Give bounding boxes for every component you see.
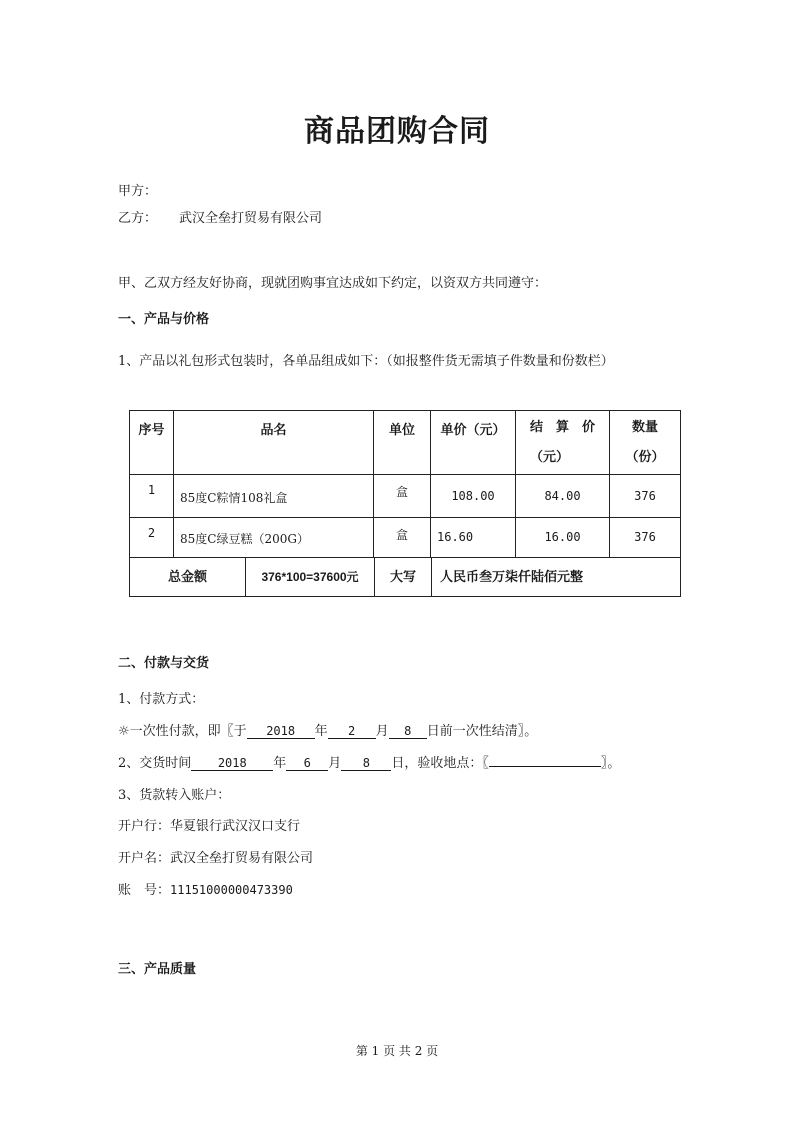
- delivery-day-label: 日，验收地点：〖: [391, 756, 489, 771]
- row2-unit-price: 16.60: [431, 518, 516, 558]
- row2-no: 2: [130, 518, 174, 558]
- total-label: 总金额: [130, 558, 246, 596]
- table-total-row: [130, 558, 681, 597]
- caps-label: 大写: [375, 558, 432, 596]
- header-unit: 单位: [374, 411, 431, 475]
- row1-unit: 盒: [374, 475, 431, 518]
- bank-line: [118, 815, 300, 834]
- party-b-value: 武汉全垒打贸易有限公司: [179, 211, 323, 226]
- document-title: 商品团购合同: [304, 114, 490, 149]
- bank-value: 华夏银行武汉汉口支行: [170, 819, 301, 834]
- payment-line: [118, 720, 537, 739]
- total-formula: 376*100=37600元: [246, 558, 375, 596]
- delivery-month-label: 月: [328, 756, 342, 771]
- header-settle-price-line2: （元）: [530, 450, 570, 465]
- row2-qty: 376: [610, 518, 681, 558]
- payment-suffix: 日前一次性结清〗。: [426, 724, 538, 739]
- holder-value: 武汉全垒打贸易有限公司: [170, 851, 314, 866]
- row1-name: 85度C粽情108礼盒: [174, 475, 374, 518]
- table-row: [130, 518, 681, 558]
- delivery-suffix: 〗。: [600, 756, 621, 771]
- delivery-year-label: 年: [273, 756, 287, 771]
- account-heading: 3、货款转入账户：: [118, 788, 231, 803]
- header-settle-price: [516, 411, 610, 475]
- payment-year-field[interactable]: 2018: [247, 724, 315, 739]
- row1-no: 1: [130, 475, 174, 518]
- intro-paragraph: 甲、乙双方经友好协商，现就团购事宜达成如下约定，以资双方共同遵守：: [118, 276, 548, 291]
- goods-table: [129, 410, 681, 597]
- table-row: [130, 475, 681, 518]
- delivery-year-field[interactable]: 2018: [191, 756, 273, 771]
- total-cell: [130, 558, 681, 597]
- delivery-line: [118, 752, 620, 771]
- row1-settle-price: 84.00: [516, 475, 610, 518]
- payment-month-label: 月: [375, 724, 389, 739]
- section1-heading: 一、产品与价格: [118, 312, 210, 327]
- header-no: 序号: [130, 411, 174, 475]
- party-a-label: 甲方：: [118, 184, 158, 199]
- caps-value: 人民币叁万柒仟陆佰元整: [440, 570, 584, 585]
- inspection-location-field[interactable]: [489, 766, 601, 767]
- row2-settle-price: 16.00: [516, 518, 610, 558]
- section2-heading: 二、付款与交货: [118, 656, 210, 671]
- party-b-label: 乙方：: [118, 211, 158, 226]
- header-settle-price-line1: 结 算 价: [529, 420, 595, 435]
- payment-month-field[interactable]: 2: [328, 724, 376, 739]
- bank-label: 开户行：: [118, 819, 171, 834]
- row1-unit-price: 108.00: [431, 475, 516, 518]
- party-b: [118, 207, 322, 226]
- delivery-month-field[interactable]: 6: [286, 756, 328, 771]
- payment-prefix: ☼一次性付款，即〖于: [118, 724, 247, 739]
- header-qty: [610, 411, 681, 475]
- section3-heading: 三、产品质量: [118, 962, 197, 977]
- account-line: [118, 879, 293, 898]
- delivery-day-field[interactable]: 8: [341, 756, 391, 771]
- section1-item1: 1、产品以礼包形式包装时，各单品组成如下：（如报整件货无需填子件数量和份数栏）: [118, 354, 614, 369]
- table-header-row: [130, 411, 681, 475]
- header-unit-price: 单价（元）: [431, 411, 516, 475]
- payment-method: 1、付款方式：: [118, 692, 205, 707]
- holder-label: 开户名：: [118, 851, 171, 866]
- row2-unit: 盒: [374, 518, 431, 558]
- account-value: 11151000000473390: [170, 883, 293, 897]
- header-qty-line2: （份）: [625, 450, 665, 465]
- payment-day-field[interactable]: 8: [389, 724, 427, 739]
- delivery-prefix: 2、交货时间: [118, 756, 192, 771]
- holder-line: [118, 847, 313, 866]
- account-label: 账 号：: [118, 883, 171, 898]
- row1-qty: 376: [610, 475, 681, 518]
- party-a: [118, 180, 157, 199]
- row2-name: 85度C绿豆糕（200G）: [174, 518, 374, 558]
- header-name: 品名: [174, 411, 374, 475]
- header-qty-line1: 数量: [631, 420, 658, 435]
- page-footer: 第 1 页 共 2 页: [355, 1044, 439, 1058]
- payment-year-label: 年: [314, 724, 328, 739]
